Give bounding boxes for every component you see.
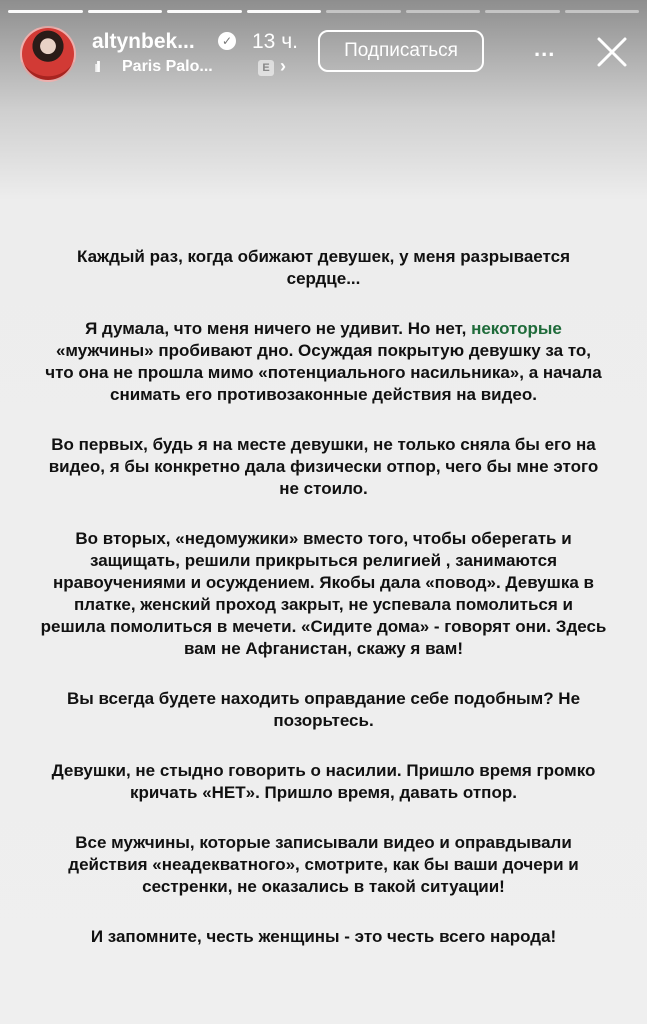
avatar[interactable] [20,26,76,82]
progress-segment [8,10,83,13]
progress-segment [167,10,242,13]
subscribe-button[interactable]: Подписаться [318,30,484,72]
story-progress-bar [8,10,639,13]
paragraph: Во первых, будь я на месте девушки, не только сняла бы его на видео, я бы конкретно дала физически отпор, чего бы мне этого не стоило. [48,435,599,498]
paragraph: Во вторых, «недомужики» вместо того, чтобы оберегать и защищать, решили прикрыться религией , занимаются нравоучениями и осуждением. Якобы дала «повод». Девушка в платке, женский проход закрыт, не успевала помолиться и решила помолиться в мечети. «Сидите дома» - говорят они. Здесь вам не Афганистан, скажу я вам! [40,529,607,658]
story-text [40,246,607,976]
paragraph: Все мужчины, которые записывали видео и оправдывали действия «неадекватного», смотрите, как бы ваши дочери и сестренки, не оказались в такой ситуации! [68,833,579,896]
paragraph: Я думала, что меня ничего не удивит. Но нет, некоторые «мужчины» пробивают дно. Осуждая покрытую девушку за то, что она не прошла мимо «потенциального насильника», а начала снимать его противозаконные действия на видео. [45,319,602,404]
progress-segment [485,10,560,13]
progress-segment [88,10,163,13]
progress-segment [326,10,401,13]
music-icon: ıll [94,59,99,76]
post-time: 13 ч. [252,30,298,53]
paragraph: Девушки, не стыдно говорить о насилии. Пришло время громко кричать «НЕТ». Пришло время, давать отпор. [51,761,596,802]
verified-icon: ✓ [218,32,236,50]
paragraph: Каждый раз, когда обижают девушек, у меня разрывается сердце... [77,247,570,288]
more-icon[interactable]: ... [534,36,556,61]
music-title[interactable]: Paris Palo... [122,58,213,75]
story-header [16,24,633,84]
username[interactable]: altynbek... [92,30,195,53]
chevron-right-icon[interactable]: › [280,56,286,76]
close-icon[interactable] [594,34,630,70]
highlighted-word: некоторые [471,319,562,338]
progress-segment [247,10,322,13]
progress-segment [406,10,481,13]
paragraph: Вы всегда будете находить оправдание себе подобным? Не позорьтесь. [66,689,581,730]
progress-segment [565,10,640,13]
explicit-badge: E [258,60,274,76]
paragraph: И запомните, честь женщины - это честь всего народа! [90,927,557,946]
